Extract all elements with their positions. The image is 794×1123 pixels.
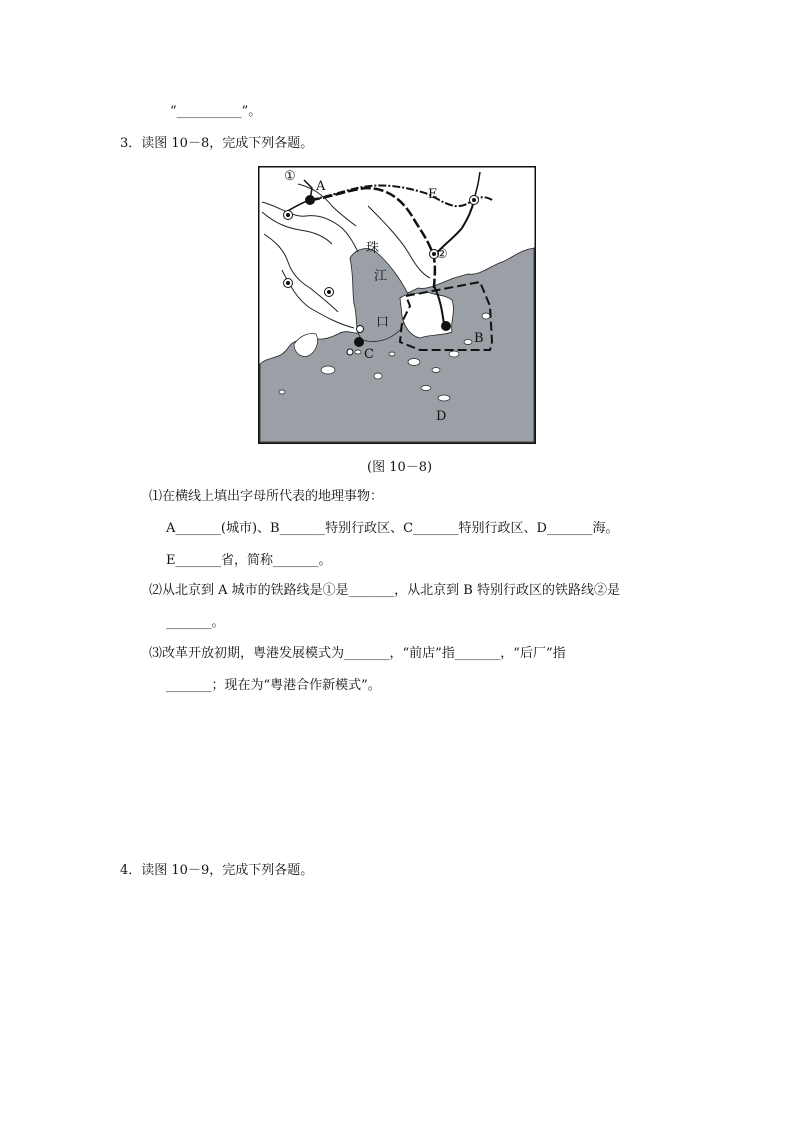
city-b-marker bbox=[441, 321, 451, 331]
city-a-marker bbox=[305, 195, 315, 205]
question-3-intro: 3．读图 10－8，完成下列各题。 bbox=[120, 136, 314, 151]
marker-1-label: ① bbox=[284, 169, 296, 184]
question-4-intro: 4．读图 10－9，完成下列各题。 bbox=[120, 863, 314, 878]
question-3-part-1-line-b: E_______省，简称_______。 bbox=[166, 553, 332, 568]
figure-caption: (图 10－8) bbox=[367, 460, 433, 475]
question-3-part-3-line-b: _______；现在为“粤港合作新模式”。 bbox=[166, 678, 381, 693]
label-d: D bbox=[436, 409, 447, 424]
label-a: A bbox=[316, 179, 326, 194]
question-3-part-2-line-b: _______。 bbox=[166, 615, 225, 630]
estuary-char-3: 口 bbox=[376, 315, 390, 330]
label-e: E bbox=[428, 187, 438, 202]
label-b: B bbox=[474, 331, 484, 346]
marker-2-label: ② bbox=[436, 247, 448, 262]
pearl-river-delta-map bbox=[258, 166, 536, 444]
previous-answer-fragment: “__________”。 bbox=[170, 104, 262, 119]
estuary-char-1: 珠 bbox=[366, 241, 380, 256]
question-3-part-2-line-a: ⑵从北京到 A 城市的铁路线是①是_______，从北京到 B 特别行政区的铁路线②是 bbox=[149, 583, 620, 598]
label-c: C bbox=[364, 347, 374, 362]
question-3-part-1: ⑴在横线上填出字母所代表的地理事物： bbox=[149, 489, 384, 504]
question-3-part-1-line-a: A_______(城市)、B_______特别行政区、C_______特别行政区、D_______海。 bbox=[166, 521, 619, 536]
question-3-part-3-line-a: ⑶改革开放初期，粤港发展模式为_______，“前店”指_______，“后厂”指 bbox=[149, 646, 566, 661]
estuary-char-2: 江 bbox=[374, 269, 388, 284]
city-c-marker bbox=[354, 337, 364, 347]
